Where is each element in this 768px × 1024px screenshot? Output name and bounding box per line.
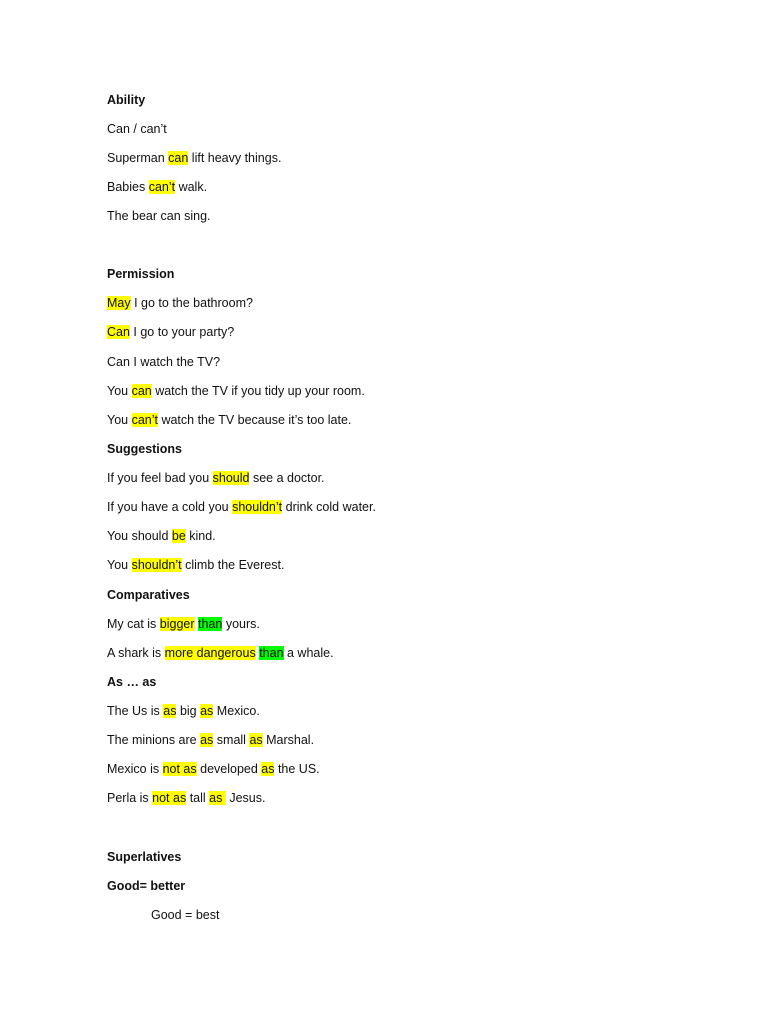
highlighted-word-green: than: [259, 646, 284, 660]
example-sentence: Can I go to your party?: [107, 325, 235, 339]
highlighted-word: as: [200, 733, 214, 747]
example-sentence: Mexico is not as developed as the US.: [107, 762, 320, 776]
highlighted-word: bigger: [159, 617, 195, 631]
highlighted-word: can’t: [131, 413, 158, 427]
example-sentence: The minions are as small as Marshal.: [107, 733, 315, 747]
highlighted-word: shouldn’t: [232, 500, 283, 514]
highlighted-word: not as: [152, 791, 187, 805]
example-sentence: You can watch the TV if you tidy up your room.: [107, 384, 365, 398]
example-sentence: You should be kind.: [107, 529, 216, 543]
highlighted-word: can: [168, 151, 189, 165]
heading-comparatives: Comparatives: [107, 588, 190, 602]
highlighted-word: as: [163, 704, 177, 718]
highlighted-word: Can: [107, 325, 130, 339]
example-sentence: You shouldn’t climb the Everest.: [107, 558, 285, 572]
example-sentence: My cat is bigger than yours.: [107, 617, 260, 631]
example-sentence: Superman can lift heavy things.: [107, 151, 282, 165]
highlighted-word: as: [261, 762, 275, 776]
heading-suggestions: Suggestions: [107, 442, 183, 456]
highlighted-word: not as: [162, 762, 197, 776]
example-sentence: Can I watch the TV?: [107, 355, 221, 369]
highlighted-word: as: [200, 704, 214, 718]
highlighted-word: can: [131, 384, 152, 398]
example-sentence: A shark is more dangerous than a whale.: [107, 646, 334, 660]
heading-permission: Permission: [107, 267, 175, 281]
highlighted-word: should: [212, 471, 250, 485]
subheading-good-better: Good= better: [107, 879, 186, 893]
heading-as-as: As … as: [107, 675, 157, 689]
example-sentence: May I go to the bathroom?: [107, 296, 253, 310]
heading-superlatives: Superlatives: [107, 850, 182, 864]
example-sentence: Babies can’t walk.: [107, 180, 208, 194]
highlighted-word: more dangerous: [164, 646, 256, 660]
example-sentence: The bear can sing.: [107, 209, 211, 223]
highlighted-word: as: [249, 733, 263, 747]
highlighted-word: shouldn’t: [131, 558, 182, 572]
highlighted-word: be: [171, 529, 186, 543]
example-sentence: Perla is not as tall as Jesus.: [107, 791, 266, 805]
highlighted-word: can’t: [148, 180, 176, 194]
example-sentence: The Us is as big as Mexico.: [107, 704, 260, 718]
indented-text-line: Good = best: [151, 908, 220, 922]
highlighted-word: as: [209, 791, 226, 805]
highlighted-word: May: [107, 296, 131, 310]
text-line: Can / can’t: [107, 122, 167, 136]
heading-ability: Ability: [107, 93, 146, 107]
highlighted-word-green: than: [198, 617, 223, 631]
example-sentence: If you have a cold you shouldn’t drink cold water.: [107, 500, 376, 514]
example-sentence: You can’t watch the TV because it’s too late.: [107, 413, 352, 427]
example-sentence: If you feel bad you should see a doctor.: [107, 471, 325, 485]
